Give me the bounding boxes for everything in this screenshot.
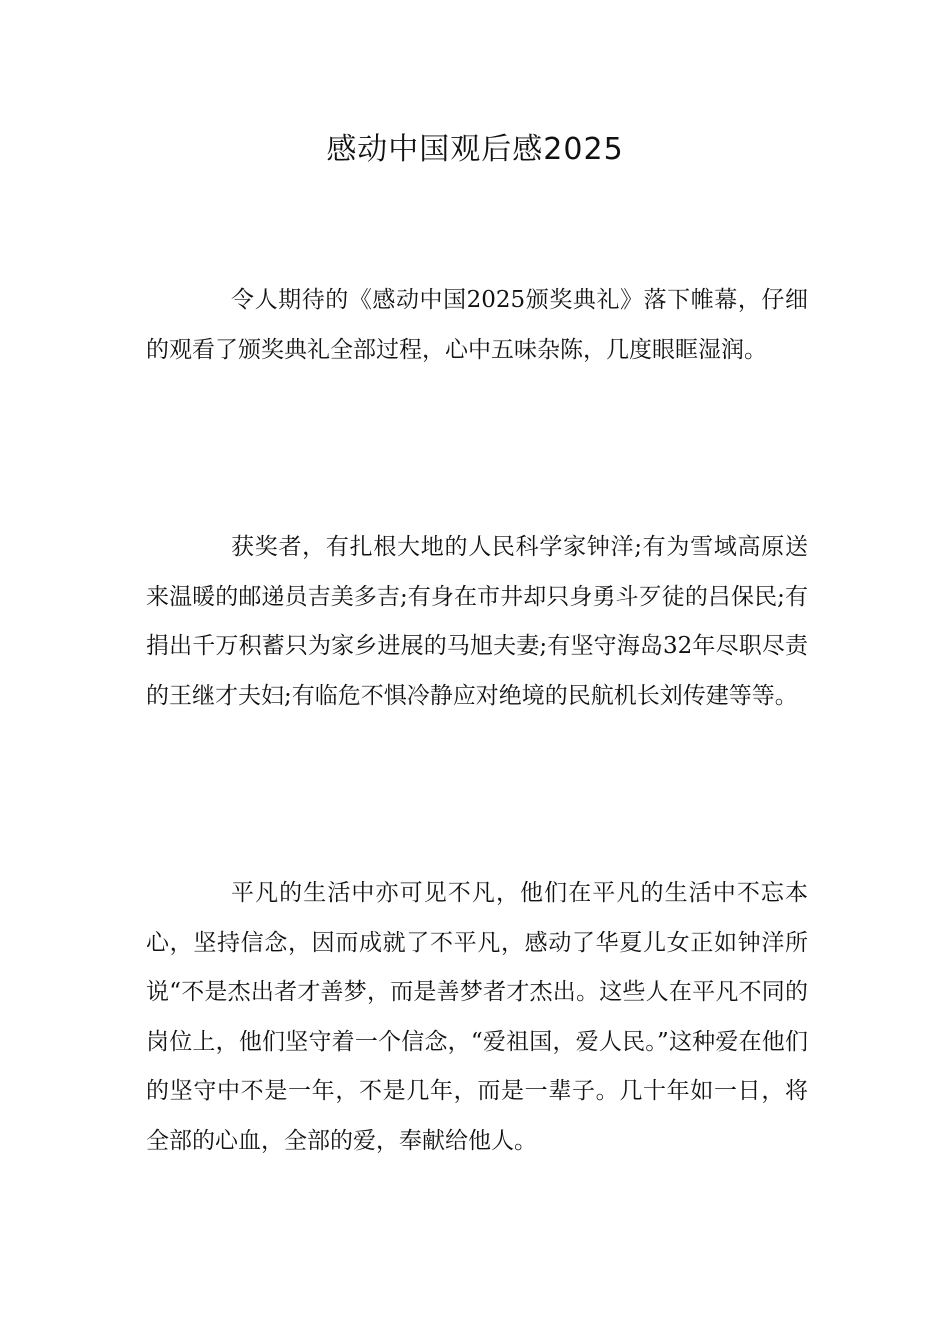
paragraph-3: 平凡的生活中亦可见不凡，他们在平凡的生活中不忘本心，坚持信念，因而成就了不平凡，感动了华夏儿女正如钟洋所说“不是杰出者才善梦，而是善梦者才杰出。这些人在平凡不同的岗位上，他们坚守着一个信念，“爱祖国，爱人民。”这种爱在他们的坚守中不是一年，不是几年，而是一辈子。几十年如一日，将全部的心血，全部的爱，奉献给他人。 [146, 880, 808, 1154]
paragraph-2: 获奖者，有扎根大地的人民科学家钟洋;有为雪域高原送来温暖的邮递员吉美多吉;有身在市井却只身勇斗歹徒的吕保民;有捐出千万积蓄只为家乡进展的马旭夫妻;有坚守海岛32年尽职尽责的王继才夫妇;有临危不惧冷静应对绝境的民航机长刘传建等等。 [146, 534, 808, 709]
document-title: 感动中国观后感2025 [326, 132, 624, 167]
paragraph-1: 令人期待的《感动中国2025颁奖典礼》落下帷幕，仔细的观看了颁奖典礼全部过程，心中五味杂陈，几度眼眶湿润。 [146, 287, 808, 363]
